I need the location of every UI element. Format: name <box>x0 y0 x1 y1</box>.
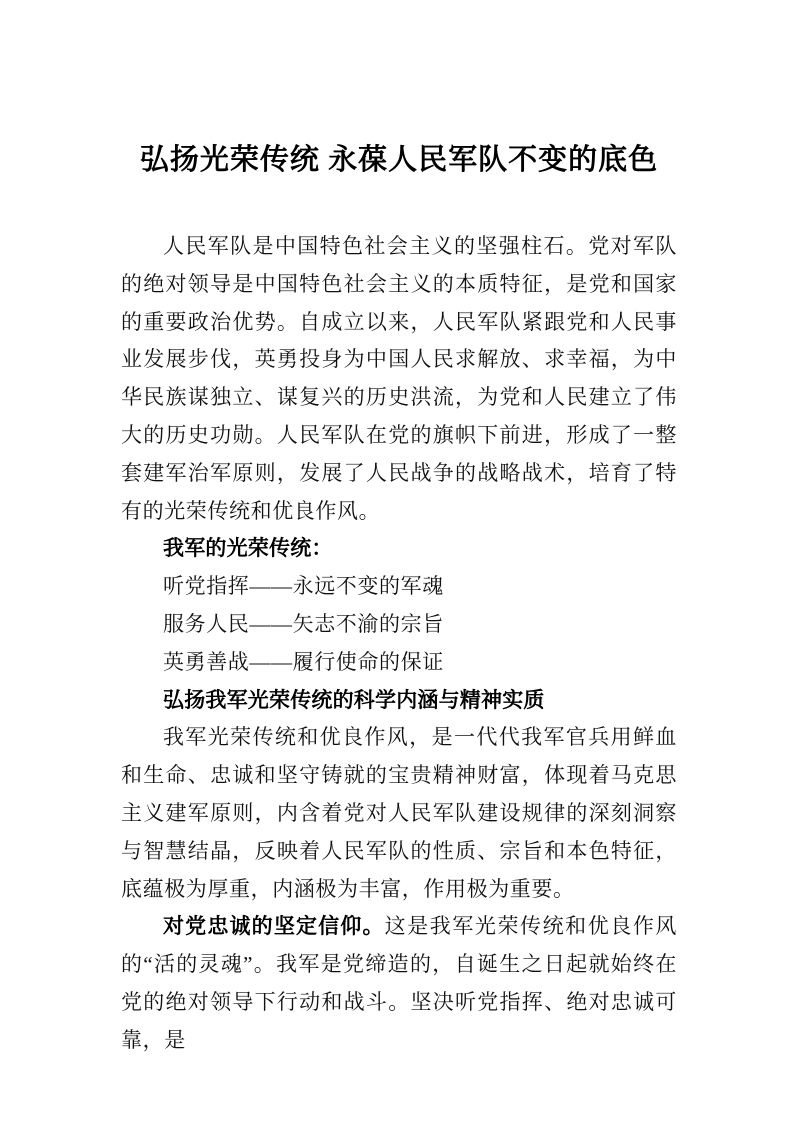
document-title: 弘扬光荣传统 永葆人民军队不变的底色 <box>139 144 659 176</box>
list-item-brave-combat: 英勇善战——履行使命的保证 <box>163 649 444 674</box>
list-item-serve-people: 服务人民——矢志不渝的宗旨 <box>163 611 444 636</box>
paragraph-connotation: 我军光荣传统和优良作风，是一代代我军官兵用鲜血和生命、忠诚和坚守铸就的宝贵精神财富，体现着马克思主义建军原则，内含着党对人民军队建设规律的深刻洞察与智慧结晶，反映着人民军队的性质、宗旨和本色特征，底蕴极为厚重，内涵极为丰富，作用极为重要。 <box>121 725 677 901</box>
paragraph-loyalty-lead: 对党忠诚的坚定信仰。 <box>163 914 385 939</box>
list-item-obey-party: 听党指挥——永远不变的军魂 <box>163 574 444 599</box>
heading-scientific-connotation: 弘扬我军光荣传统的科学内涵与精神实质 <box>163 687 545 712</box>
heading-glorious-traditions: 我军的光荣传统： <box>163 536 333 561</box>
document-body <box>121 228 677 1060</box>
paragraph-loyalty <box>121 908 677 1059</box>
paragraph-loyalty-text: 这是我军光荣传统和优良作风的“活的灵魂”。我军是党缔造的，自诞生之日起就始终在党的绝对领导下行动和战斗。坚决听党指挥、绝对忠诚可靠，是 <box>121 914 677 1052</box>
tradition-list <box>121 568 677 681</box>
paragraph-intro: 人民军队是中国特色社会主义的坚强柱石。党对军队的绝对领导是中国特色社会主义的本质特征，是党和国家的重要政治优势。自成立以来，人民军队紧跟党和人民事业发展步伐，英勇投身为中国人民求解放、求幸福，为中华民族谋独立、谋复兴的历史洪流，为党和人民建立了伟大的历史功勋。人民军队在党的旗帜下前进，形成了一整套建军治军原则，发展了人民战争的战略战术，培育了特有的光荣传统和优良作风。 <box>121 234 677 523</box>
